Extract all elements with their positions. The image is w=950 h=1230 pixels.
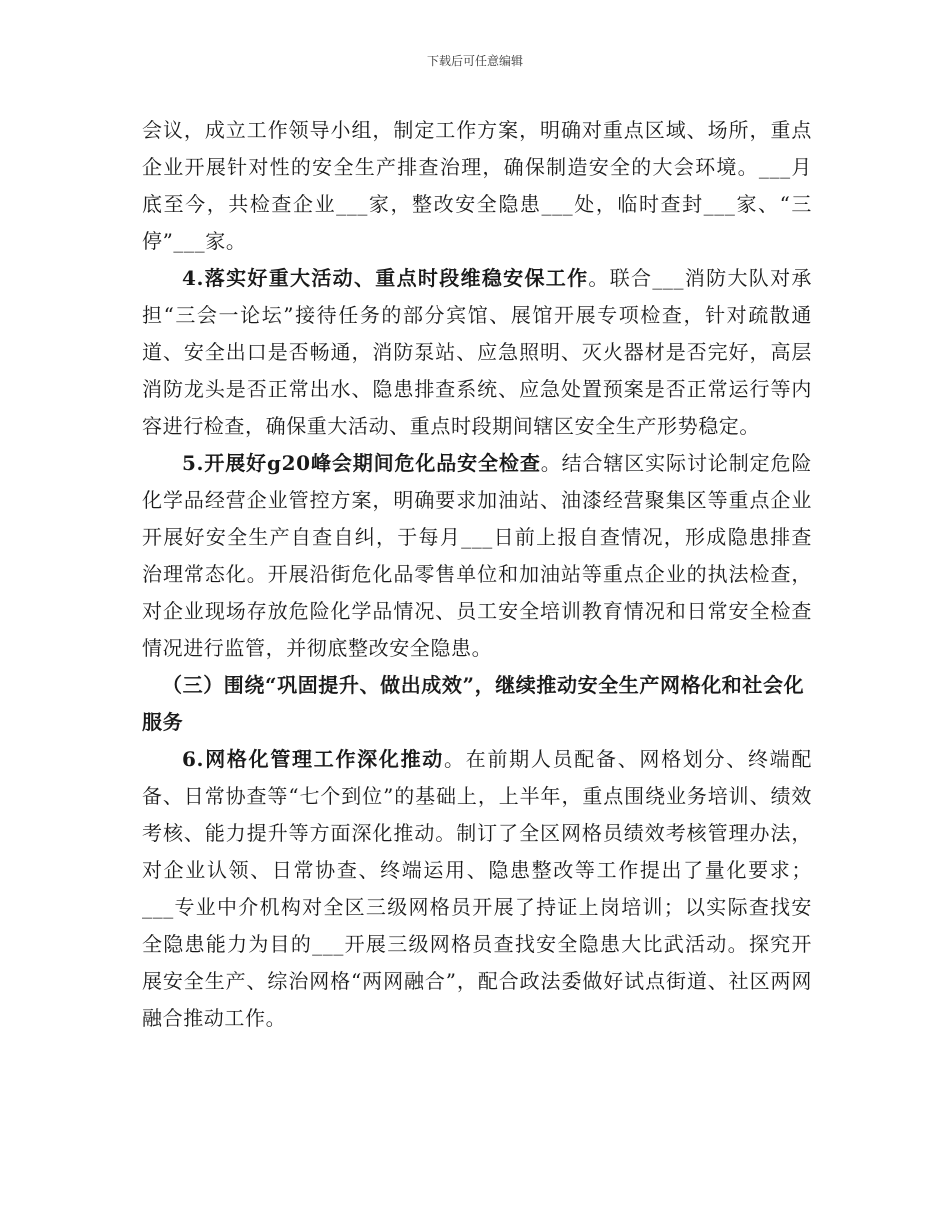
document-body — [142, 112, 812, 1037]
page-header-note: 下载后可任意编辑 — [426, 54, 523, 68]
paragraph-item-6 — [142, 741, 812, 1037]
item-4-title: 4.落实好重大活动、重点时段维稳安保工作 — [182, 266, 589, 290]
item-5-title: 5.开展好g20峰会期间危化品安全检查 — [182, 451, 541, 475]
item-4-body: 。联合___消防大队对承担“三会一论坛”接待任务的部分宾馆、展馆开展专项检查，针对疏散通道、安全出口是否畅通，消防泵站、应急照明、灭火器材是否完好，高层消防龙头是否正常出水、隐患排查系统、应急处置预案是否正常运行等内容进行检查，确保重大活动、重点时段期间辖区安全生产形势稳定。 — [142, 266, 812, 438]
item-5-body: 。结合辖区实际讨论制定危险化学品经营企业管控方案，明确要求加油站、油漆经营聚集区等重点企业开展好安全生产自查自纠，于每月___日前上报自查情况，形成隐患排查治理常态化。开展沿街危化品零售单位和加油站等重点企业的执法检查，对企业现场存放危险化学品情况、员工安全培训教育情况和日常安全检查情况进行监管，并彻底整改安全隐患。 — [142, 451, 812, 660]
item-6-title: 6.网格化管理工作深化推动 — [182, 747, 445, 771]
section-heading-3: （三）围绕“巩固提升、做出成效”，继续推动安全生产网格化和社会化服务 — [142, 673, 805, 734]
paragraph-continued: 会议，成立工作领导小组，制定工作方案，明确对重点区域、场所，重点企业开展针对性的安全生产排查治理，确保制造安全的大会环境。___月底至今，共检查企业___家，整改安全隐患___处，临时查封___家、“三停”___家。 — [142, 118, 812, 253]
paragraph-item-5 — [142, 445, 812, 667]
paragraph-item-4 — [142, 260, 812, 445]
item-6-body: 。在前期人员配备、网格划分、终端配备、日常协查等“七个到位”的基础上，上半年，重点围绕业务培训、绩效考核、能力提升等方面深化推动。制订了全区网格员绩效考核管理办法，对企业认领、日常协查、终端运用、隐患整改等工作提出了量化要求；___专业中介机构对全区三级网格员开展了持证上岗培训；以实际查找安全隐患能力为目的___开展三级网格员查找安全隐患大比武活动。探究开展安全生产、综治网格“两网融合”，配合政法委做好试点街道、社区两网融合推动工作。 — [142, 747, 812, 1030]
